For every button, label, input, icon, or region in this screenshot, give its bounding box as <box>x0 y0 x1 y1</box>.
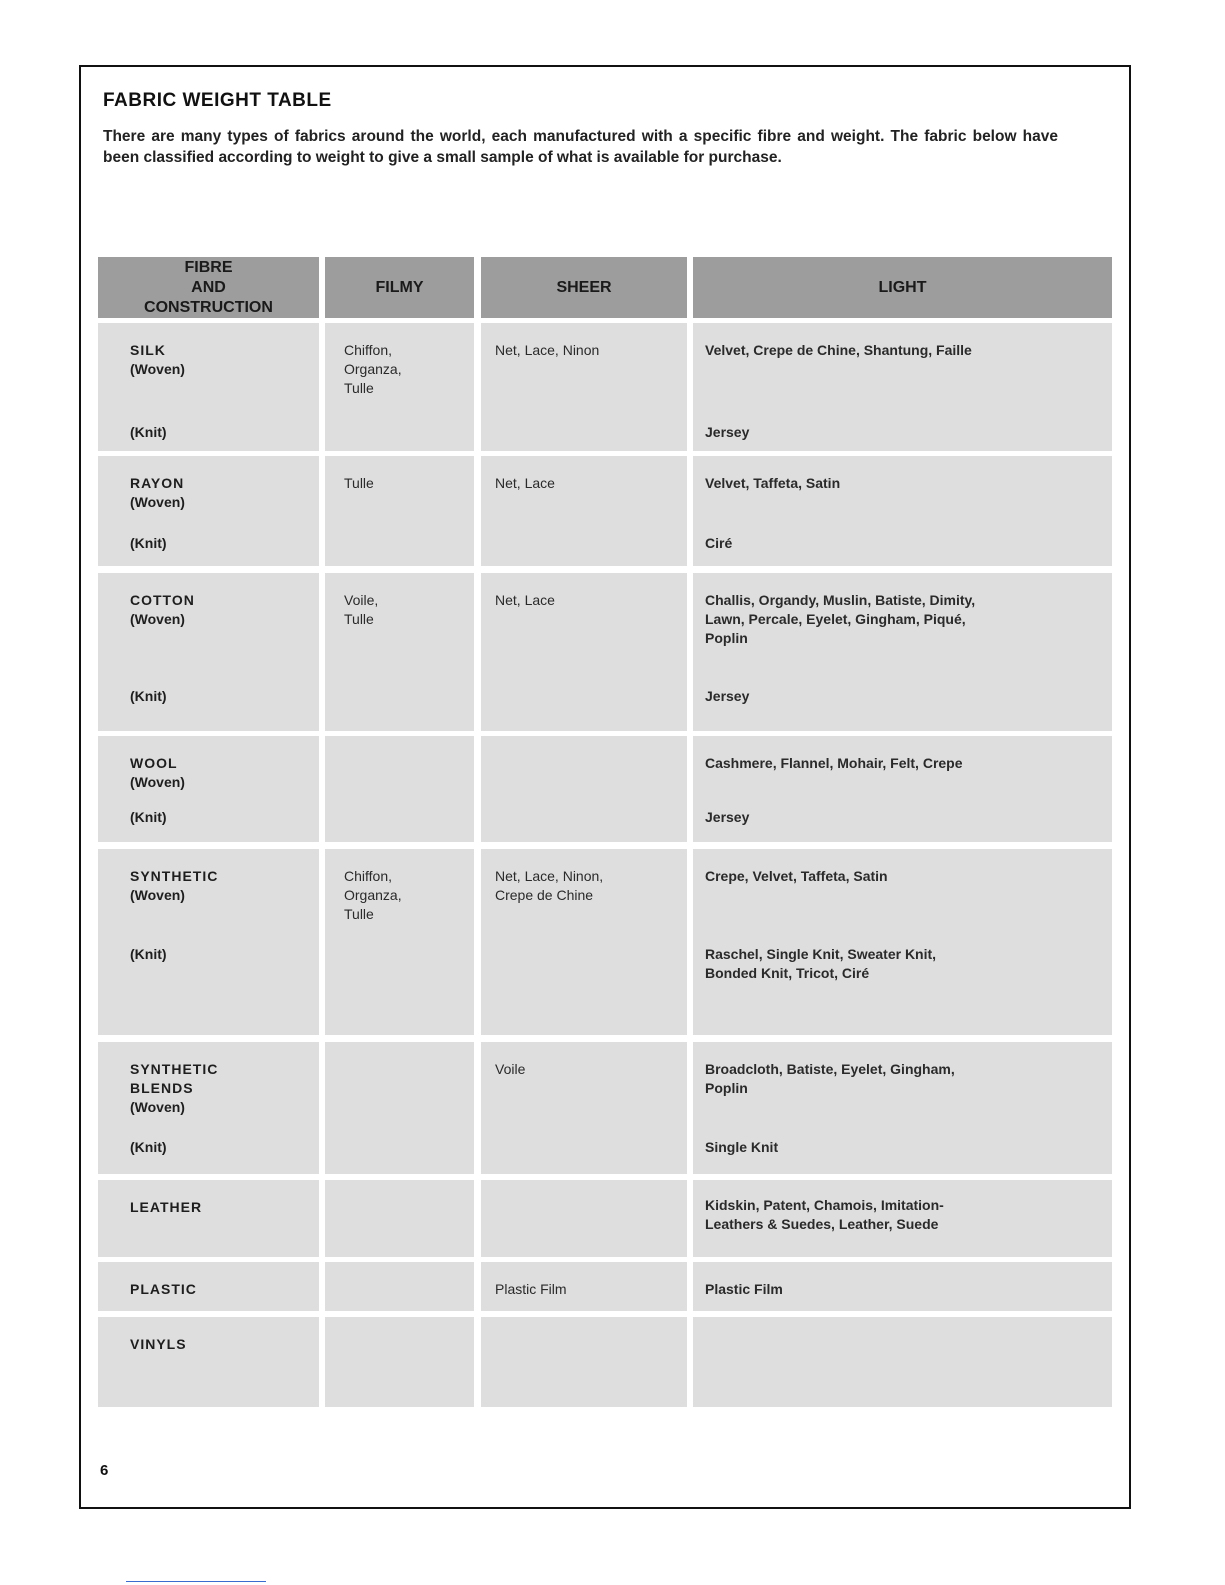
table-cell <box>325 1317 474 1407</box>
table-cell <box>325 736 474 842</box>
light-fabrics-woven: Challis, Organdy, Muslin, Batiste, Dimity, Lawn, Percale, Eyelet, Gingham, Piqué, Poplin <box>705 592 976 646</box>
fibre-name: VINYLS <box>130 1336 187 1352</box>
light-fabrics-knit: Single Knit <box>705 1139 779 1155</box>
light-fabrics-woven: Velvet, Crepe de Chine, Shantung, Faille <box>705 342 972 358</box>
column-header-fibre-label: FIBRE AND CONSTRUCTION <box>144 258 273 316</box>
filmy-fabrics: Voile, Tulle <box>344 592 379 627</box>
table-cell <box>98 1317 319 1407</box>
table-cell <box>481 736 687 842</box>
table-cell <box>481 1180 687 1257</box>
table-cell <box>325 456 474 566</box>
filmy-fabrics: Tulle <box>344 475 374 491</box>
table-cell <box>325 1180 474 1257</box>
table-cell <box>325 1262 474 1311</box>
column-header-light <box>693 257 1112 318</box>
construction-knit: (Knit) <box>130 946 167 962</box>
light-fabrics-knit: Jersey <box>705 688 750 704</box>
footer-rule <box>126 1581 266 1582</box>
light-fabrics-knit: Raschel, Single Knit, Sweater Knit, Bonded Knit, Tricot, Ciré <box>705 946 937 981</box>
table-cell <box>325 1042 474 1174</box>
light-fabrics-woven: Broadcloth, Batiste, Eyelet, Gingham, Poplin <box>705 1061 955 1096</box>
light-fabrics-knit: Jersey <box>705 809 750 825</box>
construction-woven: (Woven) <box>130 887 185 903</box>
light-fabrics-knit: Ciré <box>705 535 733 551</box>
table-cell <box>693 1317 1112 1407</box>
construction-knit: (Knit) <box>130 809 167 825</box>
construction-knit: (Knit) <box>130 1139 167 1155</box>
fibre-name: SYNTHETIC BLENDS <box>130 1061 219 1096</box>
sheer-fabrics: Net, Lace, Ninon, Crepe de Chine <box>495 868 604 903</box>
light-fabrics-woven: Velvet, Taffeta, Satin <box>705 475 841 491</box>
construction-woven: (Woven) <box>130 494 185 510</box>
column-header-sheer-label: SHEER <box>556 278 612 296</box>
column-header-fibre <box>98 257 319 318</box>
sheer-fabrics: Voile <box>495 1061 526 1077</box>
fibre-name: PLASTIC <box>130 1281 197 1297</box>
light-fabrics-woven: Cashmere, Flannel, Mohair, Felt, Crepe <box>705 755 963 771</box>
column-header-sheer <box>481 257 687 318</box>
sheer-fabrics: Net, Lace <box>495 475 555 491</box>
light-fabrics-woven: Plastic Film <box>705 1281 783 1297</box>
construction-knit: (Knit) <box>130 688 167 704</box>
sheer-fabrics: Plastic Film <box>495 1281 567 1297</box>
table-cell <box>481 1317 687 1407</box>
column-header-light-label: LIGHT <box>878 278 927 296</box>
page-number: 6 <box>100 1462 109 1479</box>
fibre-name: COTTON <box>130 592 195 608</box>
fibre-name: LEATHER <box>130 1199 203 1215</box>
table-cell <box>481 456 687 566</box>
construction-woven: (Woven) <box>130 611 185 627</box>
page-title: FABRIC WEIGHT TABLE <box>103 90 332 111</box>
sheer-fabrics: Net, Lace, Ninon <box>495 342 600 358</box>
filmy-fabrics: Chiffon, Organza, Tulle <box>344 342 402 396</box>
fibre-name: RAYON <box>130 475 185 491</box>
column-header-filmy <box>325 257 474 318</box>
fibre-name: SILK <box>130 342 166 358</box>
construction-knit: (Knit) <box>130 424 167 440</box>
construction-woven: (Woven) <box>130 361 185 377</box>
light-fabrics-woven: Crepe, Velvet, Taffeta, Satin <box>705 868 888 884</box>
column-header-filmy-label: FILMY <box>375 278 424 296</box>
construction-knit: (Knit) <box>130 535 167 551</box>
filmy-fabrics: Chiffon, Organza, Tulle <box>344 868 402 922</box>
table-cell <box>98 1180 319 1257</box>
construction-woven: (Woven) <box>130 774 185 790</box>
sheer-fabrics: Net, Lace <box>495 592 555 608</box>
light-fabrics-knit: Jersey <box>705 424 750 440</box>
fibre-name: SYNTHETIC <box>130 868 219 884</box>
intro-paragraph: There are many types of fabrics around the world, each manufactured with a specific fibre and weight. The fabric below have been classified according to weight to give a small sample of what is available for purchase. <box>103 128 1058 166</box>
construction-woven: (Woven) <box>130 1099 185 1115</box>
light-fabrics-woven: Kidskin, Patent, Chamois, Imitation- Leathers & Suedes, Leather, Suede <box>705 1197 944 1232</box>
fibre-name: WOOL <box>130 755 178 771</box>
